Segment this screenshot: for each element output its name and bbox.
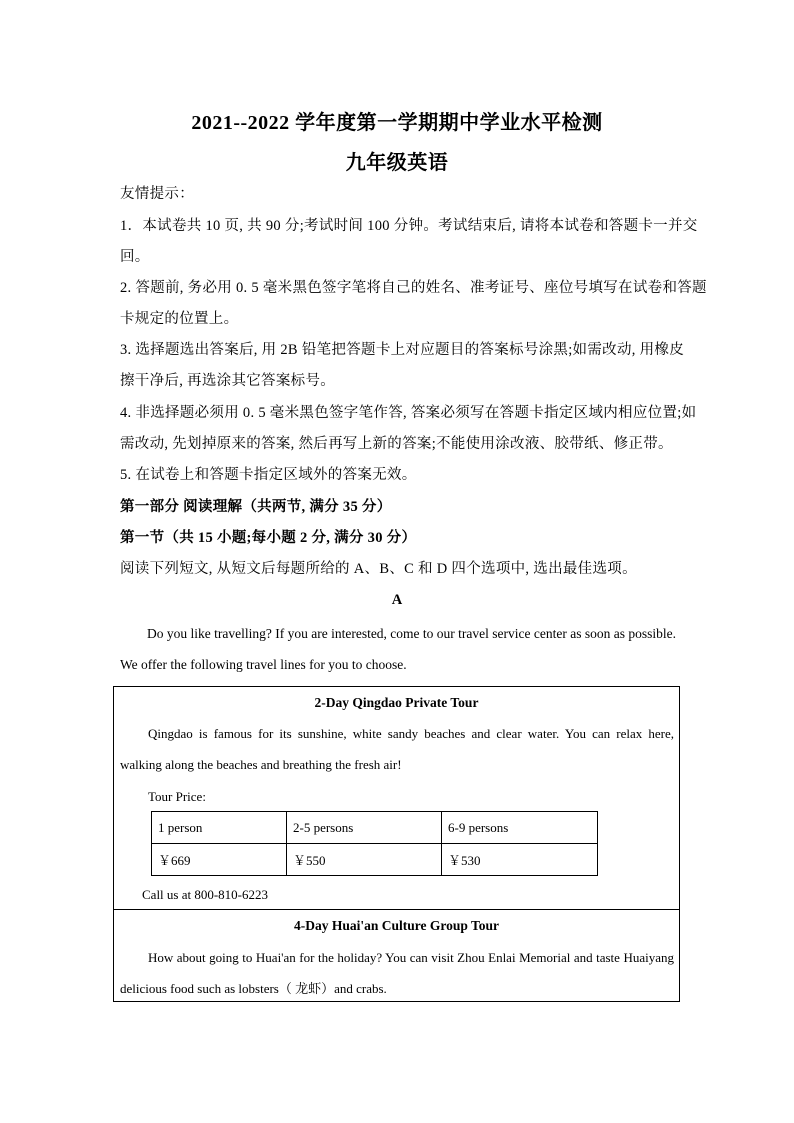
table-cell: ￥669 bbox=[152, 844, 287, 876]
tip-line: 1．本试卷共 10 页, 共 90 分;考试时间 100 分钟。考试结束后, 请将本试卷和答题卡一并交 bbox=[120, 218, 698, 234]
tips-heading: 友情提示： bbox=[120, 186, 194, 202]
tour-box bbox=[113, 686, 680, 1002]
table-row bbox=[152, 812, 598, 844]
tip-line: 擦干净后, 再选涂其它答案标号。 bbox=[120, 373, 336, 389]
tip-line: 5. 在试卷上和答题卡指定区域外的答案无效。 bbox=[120, 467, 417, 483]
exam-title: 2021--2022 学年度第一学期期中学业水平检测 bbox=[191, 112, 603, 134]
tour2-description: How about going to Huai'an for the holiday? You can visit Zhou Enlai Memorial and taste Huaiyang delicious food such as lobsters（ 龙虾）and crabs. bbox=[120, 950, 674, 996]
box-divider bbox=[114, 909, 679, 910]
tip-line: 卡规定的位置上。 bbox=[120, 311, 239, 327]
table-cell: 6-9 persons bbox=[442, 812, 598, 844]
tour1-price-table bbox=[151, 811, 598, 876]
passage-label: A bbox=[391, 592, 403, 608]
tour1-title: 2-Day Qingdao Private Tour bbox=[314, 695, 479, 710]
tip-line: 3. 选择题选出答案后, 用 2B 铅笔把答题卡上对应题目的答案标号涂黑;如需改动, 用橡皮 bbox=[120, 342, 684, 358]
tour1-description: Qingdao is famous for its sunshine, white sandy beaches and clear water. You can relax here, walking along the beaches and breathing the fresh air! bbox=[120, 726, 674, 772]
reading-instruction: 阅读下列短文, 从短文后每题所给的 A、B、C 和 D 四个选项中, 选出最佳选项。 bbox=[120, 561, 637, 577]
tour1-contact: Call us at 800-810-6223 bbox=[142, 887, 269, 902]
tour1-price-label: Tour Price: bbox=[148, 789, 206, 804]
passage-intro: Do you like travelling? If you are interested, come to our travel service center as soon as possible. We offer the following travel lines for you to choose. bbox=[120, 626, 676, 672]
table-cell: ￥550 bbox=[287, 844, 442, 876]
tip-line: 回。 bbox=[120, 249, 150, 265]
table-cell: 1 person bbox=[152, 812, 287, 844]
tip-line: 2. 答题前, 务必用 0. 5 毫米黑色签字笔将自己的姓名、准考证号、座位号填写在试卷和答题 bbox=[120, 280, 707, 296]
tip-line: 4. 非选择题必须用 0. 5 毫米黑色签字笔作答, 答案必须写在答题卡指定区域内相应位置;如 bbox=[120, 405, 697, 421]
exam-subtitle: 九年级英语 bbox=[345, 152, 449, 174]
table-cell: ￥530 bbox=[442, 844, 598, 876]
section1-heading: 第一节（共 15 小题;每小题 2 分, 满分 30 分） bbox=[120, 530, 417, 546]
table-cell: 2-5 persons bbox=[287, 812, 442, 844]
tip-line: 需改动, 先划掉原来的答案, 然后再写上新的答案;不能使用涂改液、胶带纸、修正带。 bbox=[120, 436, 673, 452]
tour2-title: 4-Day Huai'an Culture Group Tour bbox=[293, 918, 500, 933]
table-row bbox=[152, 844, 598, 876]
part1-heading: 第一部分 阅读理解（共两节, 满分 35 分） bbox=[120, 499, 392, 515]
